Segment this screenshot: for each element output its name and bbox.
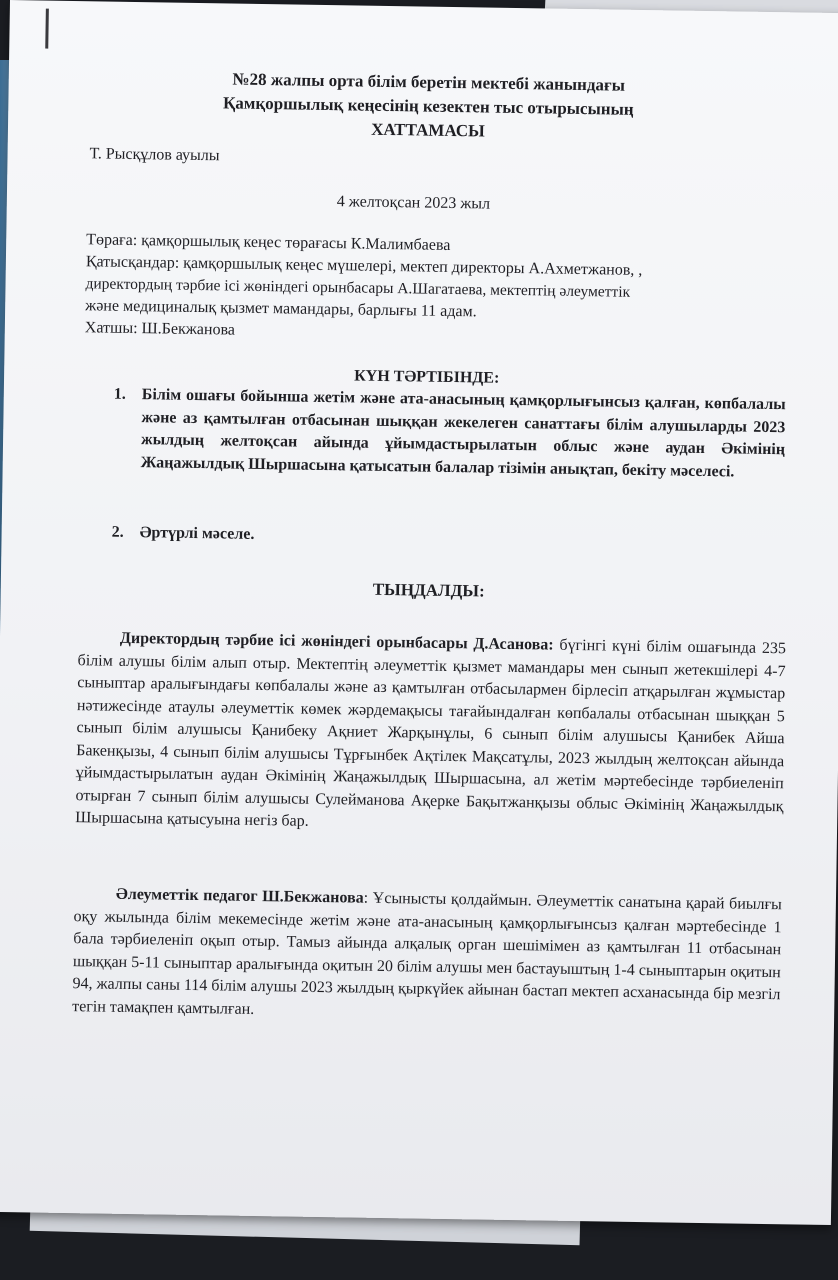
agenda-item-text: Білім ошағы бойынша жетім және ата-анасының қамқорлығынсыз қалған, көпбалалы және аз қамтылған отбасынан шыққан жекелеген санаттағы білім алушыларды 2023 жылдың желтоқсан айында ұйымдастырылатын облыс және аудан Әкімінің Жаңажылдық Шыршасына қатысатын балалар тізімін анықтап, бекіту мәселесі. <box>140 386 786 480</box>
place: Т. Рысқұлов ауылы <box>89 145 220 165</box>
header-title: ХАТТАМАСЫ <box>371 119 485 141</box>
agenda-item-number: 2. <box>111 523 124 541</box>
speaker-2-paragraph <box>72 883 782 1029</box>
participants-line-3: және медициналық қызмет мамандары, барлығы 11 адам. <box>85 297 477 321</box>
date: 4 желтоқсан 2023 жыл <box>336 193 491 213</box>
speaker-1-text: бүгінгі күні білім ошағында 235 білім алушы білім алып отыр. Мектептің әлеуметтік қызмет мамандары мен сынып жетекшілері 4-7 сыныптар аралығындағы көпбалалы және аз қамтылған отбасылармен бірлесіп атқарылған жұмыстар нәтижесінде атаулы әлеуметтік көмек жәрдемақысы тағайындалған көпбалалы отбасынан шыққан 5 сынып білім алушысы Қанибеку Ақниет Жарқынұлы, 6 сынып білім алушысы Қанибек Айша Бакенқызы, 4 сынып білім алушысы Тұрғынбек Ақтілек Мақсатұлы, 2023 жылдың желтоқсан айында ұйымдастырылатын аудан Әкімінің Жаңажылдық Шыршасына, ал жетім мәртебесінде тәрбиеленіп отырған 7 сынып білім алушысы Сулейманова Ақерке Бақытжанқызы облыс Әкімінің Жаңажылдық Шыршасына қатысуына негіз бар. <box>75 636 787 830</box>
agenda-item-number: 1. <box>113 385 126 403</box>
pen-mark <box>45 9 49 49</box>
agenda-item-text: Әртүрлі мәселе. <box>139 524 255 543</box>
speaker-1-paragraph <box>75 627 786 841</box>
chair: Төраға: қамқоршылық кеңес төрағасы К.Малимбаева <box>86 231 451 254</box>
header-line-2: Қамқоршылық кеңесінің кезектен тыс отырысының <box>222 93 634 119</box>
participants-line-1: Қатысқандар: қамқоршылық кеңес мүшелері, мектеп директоры А.Ахметжанов, , <box>85 253 643 279</box>
speaker-2-name: Әлеуметтік педагог Ш.Бекжанова <box>115 885 364 907</box>
participants-line-2: директордың тәрбие ісі жөніндегі орынбасары А.Шагатаева, мектептің әлеуметтік <box>85 275 631 301</box>
agenda-title: КҮН ТӘРТІБІНДЕ: <box>354 367 500 387</box>
heard-title: ТЫҢДАЛДЫ: <box>372 579 485 601</box>
speaker-2-text: : Ұсынысты қолдаймын. Әлеуметтік санатына қарай биылғы оқу жылында білім мекемесінде жетім және ата-анасының қамқорлығынсыз қалған мәртебесінде 1 бала тәрбиеленіп оқып отыр. Тамыз айында алқалық орган шешімімен аз қамтылған 11 отбасынан шыққан 5-11 сыныптар аралығында оқитын 20 білім алушы мен бастауыштың 1-4 сыныптарын оқитын 94, жалпы саны 114 білім алушы 2023 жылдың қыркүйек айынан бастап мектеп асханасында бір мезгіл тегін тамақпен қамтылған. <box>72 889 783 1018</box>
header-line-1: №28 жалпы орта білім беретін мектебі жанындағы <box>232 69 626 95</box>
secretary: Хатшы: Ш.Бекжанова <box>84 319 236 339</box>
speaker-1-name: Директордың тәрбие ісі жөніндегі орынбасары Д.Асанова: <box>119 629 554 654</box>
